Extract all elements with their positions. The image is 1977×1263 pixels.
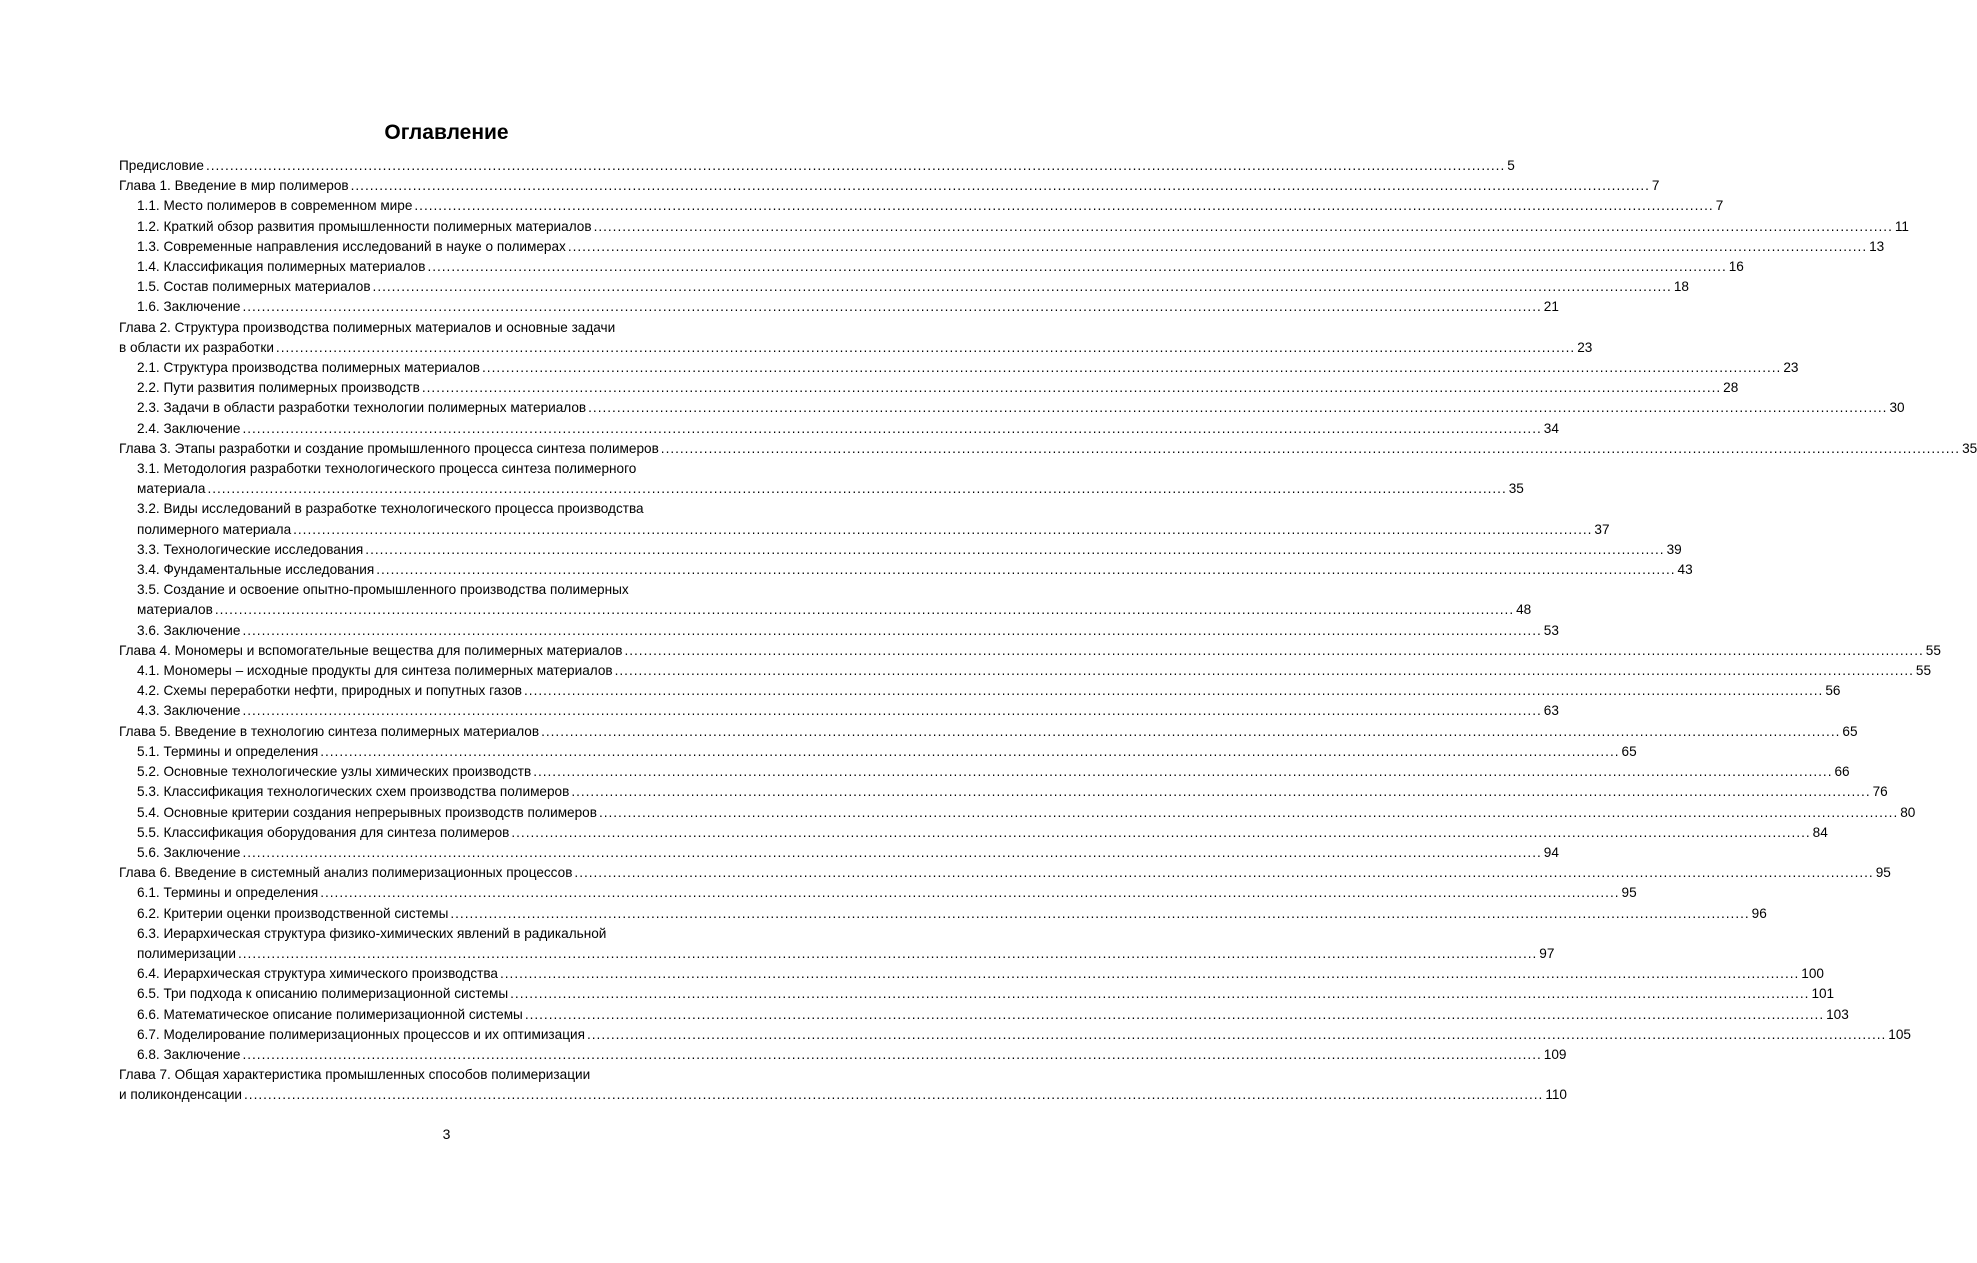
toc-entry-page: 66 — [1834, 764, 1850, 780]
toc-entry-page: 23 — [1577, 339, 1593, 355]
toc-section-entry[interactable] — [137, 1005, 1849, 1025]
toc-entry-page: 65 — [1621, 743, 1637, 759]
toc-entry-page: 65 — [1842, 723, 1858, 739]
toc-entry-title: 1.3. Современные направления исследований в науке о полимерах — [137, 238, 566, 254]
toc-entry-page: 95 — [1621, 885, 1637, 901]
dot-leader — [525, 1005, 1824, 1025]
toc-entry-title: 5.5. Классификация оборудования для синтеза полимеров — [137, 824, 510, 840]
toc-entry-title: Глава 3. Этапы разработки и создание промышленного процесса синтеза полимеров — [119, 440, 659, 456]
dot-leader — [571, 782, 1870, 802]
dot-leader — [568, 237, 1867, 257]
dot-leader — [293, 520, 1592, 540]
toc-section-entry[interactable] — [137, 701, 1559, 721]
table-of-contents — [119, 156, 1977, 1106]
dot-leader — [242, 701, 1541, 721]
toc-entry-title: 4.2. Схемы переработки нефти, природных и попутных газов — [137, 683, 523, 699]
toc-entry-title: 1.1. Место полимеров в современном мире — [137, 198, 413, 214]
toc-entry-page: 95 — [1875, 865, 1891, 881]
toc-section-entry[interactable] — [137, 621, 1559, 641]
toc-entry-first-line: 3.1. Методология разработки технологического процесса синтеза полимерного — [137, 461, 637, 477]
toc-chapter-entry[interactable] — [119, 1065, 1567, 1105]
toc-entry-title: 3.3. Технологические исследования — [137, 541, 364, 557]
toc-entry-page: 84 — [1812, 824, 1828, 840]
dot-leader — [276, 338, 1575, 358]
toc-entry-page: 76 — [1872, 784, 1888, 800]
toc-section-entry[interactable] — [137, 964, 1824, 984]
toc-entry-title: 5.1. Термины и определения — [137, 743, 319, 759]
toc-section-entry[interactable] — [137, 984, 1835, 1004]
toc-entry-title: 1.6. Заключение — [137, 299, 241, 315]
dot-leader — [207, 479, 1506, 499]
toc-entry-page: 48 — [1516, 602, 1532, 618]
toc-section-entry[interactable] — [137, 540, 1682, 560]
toc-entry-page: 7 — [1715, 198, 1724, 214]
dot-leader — [482, 358, 1781, 378]
toc-entry-title: 4.3. Заключение — [137, 703, 241, 719]
dot-leader — [376, 560, 1675, 580]
dot-leader — [587, 1025, 1886, 1045]
dot-leader — [242, 297, 1541, 317]
toc-chapter-entry[interactable] — [119, 641, 1941, 661]
page-number: 3 — [442, 1126, 451, 1142]
toc-section-entry[interactable] — [137, 924, 1555, 964]
dot-leader — [242, 843, 1541, 863]
toc-entry-title: полимерного материала — [137, 521, 292, 537]
toc-section-entry[interactable] — [137, 904, 1767, 924]
toc-entry-page: 35 — [1962, 440, 1977, 456]
toc-entry-page: 101 — [1811, 986, 1835, 1002]
toc-section-entry[interactable] — [137, 782, 1888, 802]
dot-leader — [541, 722, 1840, 742]
dot-leader — [244, 1085, 1543, 1105]
toc-entry-page: 23 — [1783, 360, 1799, 376]
dot-leader — [422, 378, 1721, 398]
toc-section-entry[interactable] — [137, 681, 1841, 701]
toc-section-entry[interactable] — [137, 560, 1693, 580]
dot-leader — [524, 681, 1823, 701]
toc-entry-title: 5.4. Основные критерии создания непрерывных производств полимеров — [137, 804, 597, 820]
toc-section-entry[interactable] — [137, 257, 1744, 277]
toc-entry-page: 28 — [1723, 380, 1739, 396]
toc-entry-page: 16 — [1728, 259, 1744, 275]
page-title: Оглавление — [384, 121, 509, 144]
dot-leader — [320, 883, 1619, 903]
toc-entry-page: 53 — [1543, 622, 1559, 638]
toc-entry-title: 6.8. Заключение — [137, 1046, 241, 1062]
toc-section-entry[interactable] — [137, 277, 1689, 297]
toc-entry-title: 3.4. Фундаментальные исследования — [137, 562, 375, 578]
dot-leader — [624, 641, 1923, 661]
toc-entry-page: 7 — [1651, 178, 1660, 194]
toc-entry-page: 21 — [1543, 299, 1559, 315]
toc-entry-title: Глава 6. Введение в системный анализ полимеризационных процессов — [119, 865, 573, 881]
toc-entry-title: 2.3. Задачи в области разработки технологии полимерных материалов — [137, 400, 587, 416]
dot-leader — [242, 1045, 1541, 1065]
toc-entry-page: 35 — [1508, 481, 1524, 497]
toc-entry-first-line: Глава 2. Структура производства полимерных материалов и основные задачи — [119, 319, 616, 335]
toc-section-entry[interactable] — [137, 459, 1524, 499]
toc-entry-page: 34 — [1543, 420, 1559, 436]
toc-entry-page: 37 — [1594, 521, 1610, 537]
toc-section-entry[interactable] — [137, 823, 1828, 843]
toc-section-entry[interactable] — [137, 742, 1637, 762]
toc-section-entry[interactable] — [137, 297, 1559, 317]
toc-entry-title: материалов — [137, 602, 213, 618]
dot-leader — [427, 257, 1726, 277]
toc-section-entry[interactable] — [137, 237, 1885, 257]
toc-entry-title: 2.1. Структура производства полимерных материалов — [137, 360, 481, 376]
toc-entry-page: 105 — [1888, 1026, 1911, 1042]
toc-entry-title: Предисловие — [119, 158, 204, 173]
toc-section-entry[interactable] — [137, 358, 1799, 378]
toc-entry-title: 6.1. Термины и определения — [137, 885, 319, 901]
toc-section-entry[interactable] — [137, 762, 1850, 782]
dot-leader — [351, 176, 1650, 196]
toc-chapter-entry[interactable] — [119, 863, 1891, 883]
toc-entry-title: 6.5. Три подхода к описанию полимеризационной системы — [137, 986, 509, 1002]
toc-entry-first-line: 6.3. Иерархическая структура физико-химических явлений в радикальной — [137, 925, 607, 941]
toc-entry-page: 39 — [1666, 541, 1682, 557]
toc-entry-title: материала — [137, 481, 206, 497]
toc-entry-title: 6.7. Моделирование полимеризационных процессов и их оптимизация — [137, 1026, 585, 1042]
toc-entry-page: 11 — [1894, 218, 1909, 234]
dot-leader — [242, 621, 1541, 641]
toc-entry-title: Глава 1. Введение в мир полимеров — [119, 178, 349, 194]
toc-section-entry[interactable] — [137, 661, 1932, 681]
toc-entry-title: в области их разработки — [119, 339, 274, 355]
toc-entry-page: 30 — [1889, 400, 1905, 416]
toc-entry-page: 109 — [1543, 1046, 1567, 1062]
toc-entry-title: 2.4. Заключение — [137, 420, 241, 436]
toc-entry-title: 1.2. Краткий обзор развития промышленности полимерных материалов — [137, 218, 592, 234]
toc-section-entry[interactable] — [137, 1025, 1911, 1045]
toc-entry-page: 103 — [1826, 1006, 1849, 1022]
toc-section-entry[interactable] — [137, 398, 1905, 418]
toc-entry-page: 63 — [1543, 703, 1559, 719]
toc-entry-title: полимеризации — [137, 945, 236, 961]
dot-leader — [242, 419, 1541, 439]
toc-entry-page: 94 — [1543, 844, 1559, 860]
dot-leader — [661, 439, 1960, 459]
dot-leader — [365, 540, 1664, 560]
toc-entry-first-line: 3.2. Виды исследований в разработке технологического процесса производства — [137, 501, 644, 517]
dot-leader — [599, 803, 1898, 823]
toc-section-entry[interactable] — [137, 419, 1559, 439]
toc-entry-page: 80 — [1900, 804, 1916, 820]
toc-entry-page: 110 — [1545, 1087, 1567, 1103]
dot-leader — [594, 217, 1893, 237]
toc-entry-title: 6.4. Иерархическая структура химического производства — [137, 966, 498, 982]
dot-leader — [510, 984, 1809, 1004]
toc-section-entry[interactable] — [137, 580, 1532, 620]
toc-chapter-entry[interactable] — [119, 176, 1660, 196]
dot-leader — [574, 863, 1873, 883]
toc-entry-first-line: Глава 7. Общая характеристика промышленных способов полимеризации — [119, 1067, 591, 1083]
dot-leader — [414, 196, 1713, 216]
toc-section-entry[interactable] — [137, 1045, 1567, 1065]
toc-entry-page: 55 — [1925, 642, 1941, 658]
dot-leader — [533, 762, 1832, 782]
toc-entry-page: 97 — [1539, 945, 1555, 961]
toc-entry-title: 5.2. Основные технологические узлы химических производств — [137, 764, 532, 780]
toc-section-entry[interactable] — [137, 843, 1559, 863]
dot-leader — [373, 277, 1672, 297]
toc-section-entry[interactable] — [137, 196, 1724, 216]
toc-section-entry[interactable] — [137, 499, 1610, 539]
toc-entry-page: 96 — [1751, 905, 1767, 921]
toc-entry-title: 1.4. Классификация полимерных материалов — [137, 259, 426, 275]
dot-leader — [511, 823, 1810, 843]
toc-entry-title: 4.1. Мономеры – исходные продукты для синтеза полимерных материалов — [137, 663, 613, 679]
toc-entry-title: 6.6. Математическое описание полимеризационной системы — [137, 1006, 523, 1022]
dot-leader — [615, 661, 1914, 681]
toc-chapter-entry[interactable] — [119, 156, 1515, 176]
toc-entry-page: 100 — [1801, 966, 1824, 982]
toc-entry-title: 1.5. Состав полимерных материалов — [137, 279, 371, 295]
dot-leader — [238, 944, 1537, 964]
toc-section-entry[interactable] — [137, 217, 1909, 237]
dot-leader — [206, 156, 1505, 176]
dot-leader — [215, 600, 1514, 620]
toc-entry-title: 2.2. Пути развития полимерных производств — [137, 380, 420, 396]
toc-entry-title: Глава 4. Мономеры и вспомогательные вещества для полимерных материалов — [119, 642, 623, 658]
toc-entry-title: 6.2. Критерии оценки производственной системы — [137, 905, 449, 921]
toc-chapter-entry[interactable] — [119, 318, 1593, 358]
toc-entry-page: 43 — [1677, 562, 1693, 578]
toc-section-entry[interactable] — [137, 803, 1916, 823]
toc-entry-first-line: 3.5. Создание и освоение опытно-промышленного производства полимерных — [137, 582, 629, 598]
toc-entry-page: 18 — [1673, 279, 1689, 295]
toc-section-entry[interactable] — [137, 883, 1637, 903]
toc-entry-title: 3.6. Заключение — [137, 622, 241, 638]
toc-entry-title: 5.3. Классификация технологических схем производства полимеров — [137, 784, 570, 800]
dot-leader — [500, 964, 1799, 984]
toc-chapter-entry[interactable] — [119, 439, 1977, 459]
toc-entry-page: 13 — [1869, 238, 1885, 254]
toc-entry-title: и поликонденсации — [119, 1087, 243, 1103]
dot-leader — [588, 398, 1887, 418]
toc-entry-page: 5 — [1507, 158, 1515, 173]
toc-entry-page: 55 — [1915, 663, 1932, 679]
toc-section-entry[interactable] — [137, 378, 1739, 398]
toc-entry-title: Глава 5. Введение в технологию синтеза полимерных материалов — [119, 723, 540, 739]
toc-chapter-entry[interactable] — [119, 722, 1858, 742]
toc-entry-page: 56 — [1825, 683, 1841, 699]
dot-leader — [450, 904, 1749, 924]
dot-leader — [320, 742, 1619, 762]
toc-entry-title: 5.6. Заключение — [137, 844, 241, 860]
